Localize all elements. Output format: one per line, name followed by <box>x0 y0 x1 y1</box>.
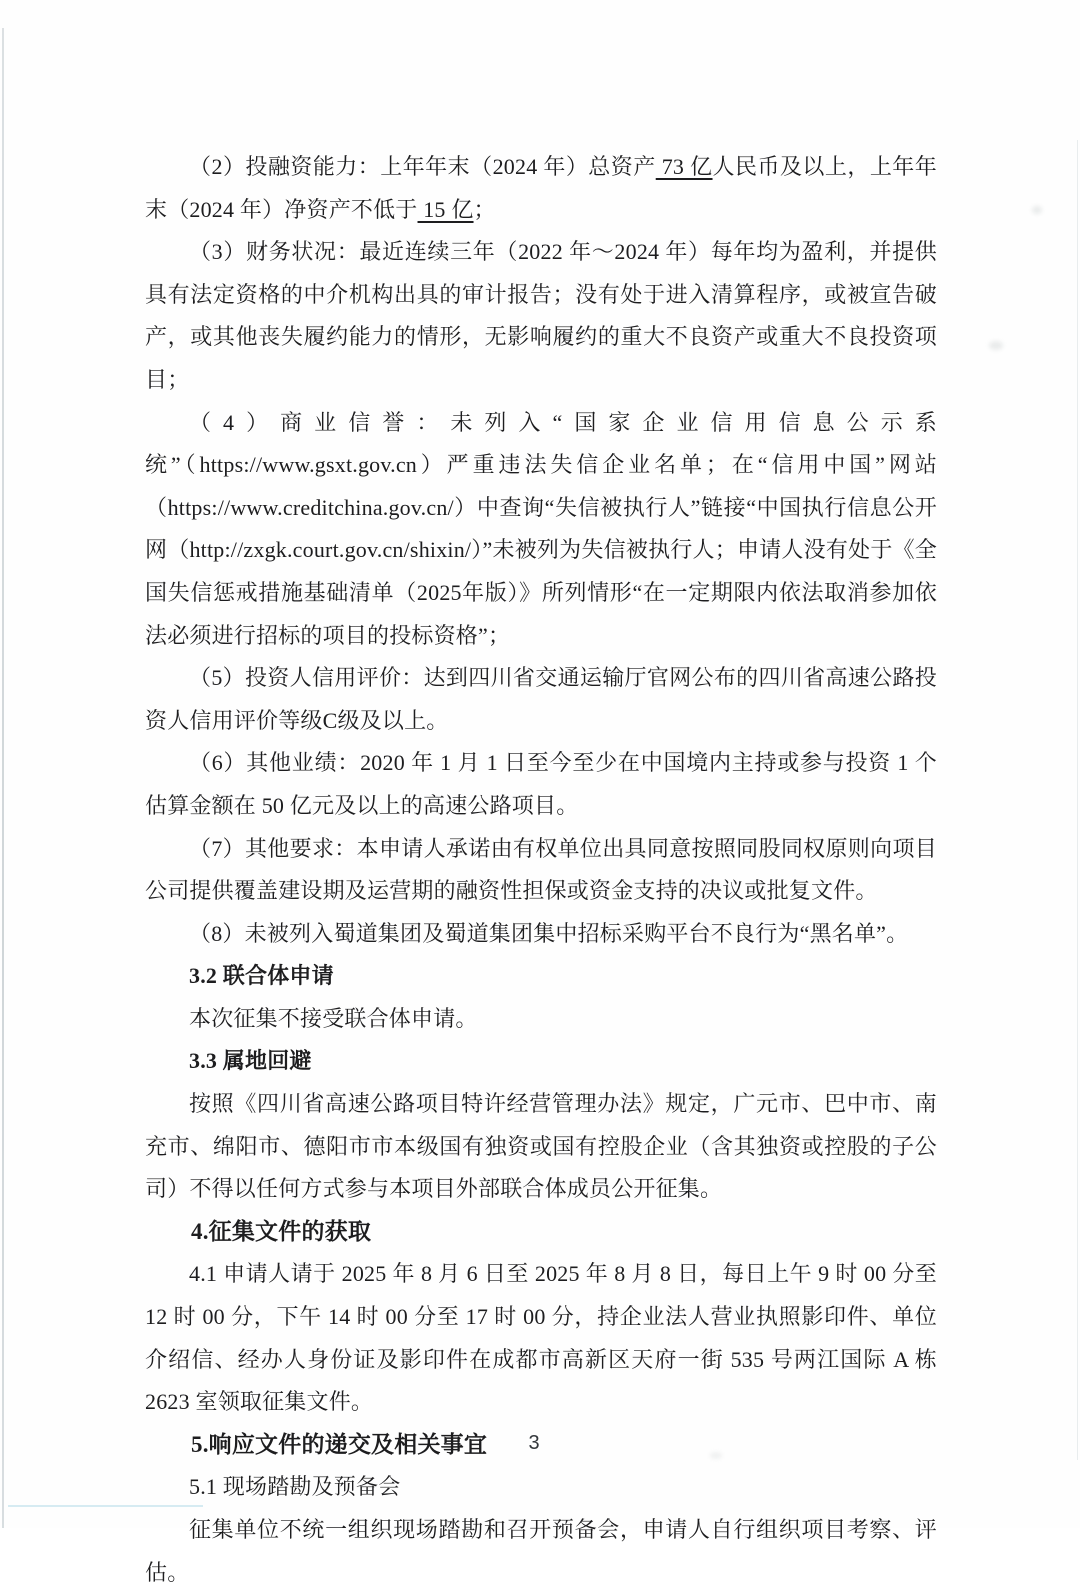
text-run: 3.3 属地回避 <box>189 1048 312 1074</box>
text-run: 按照《四川省高速公路项目特许经营管理办法》规定，广元市、巴中市、南充市、绵阳市、德阳市市本级国有独资或国有控股企业（含其独资或控股的子公司）不得以任何方式参与本项目外部联合体成员公开征集。 <box>145 1091 937 1202</box>
paragraph <box>145 402 937 658</box>
paragraph <box>145 1509 937 1594</box>
text-run: （6）其他业绩：2020 年 1 月 1 日至今至少在中国境内主持或参与投资 1 个估算金额在 50 亿元及以上的高速公路项目。 <box>145 750 937 818</box>
section-heading <box>145 1211 937 1254</box>
paragraph <box>145 146 937 231</box>
scan-artifact-right-edge <box>1077 140 1078 1460</box>
paragraph <box>145 742 937 827</box>
text-run: （5）投资人信用评价：达到四川省交通运输厅官网公布的四川省高速公路投资人信用评价等级C级及以上。 <box>145 665 937 733</box>
section-heading <box>145 955 937 998</box>
text-run: ； <box>473 196 496 222</box>
paragraph <box>145 657 937 742</box>
section-heading <box>145 1040 937 1083</box>
text-run: 征集单位不统一组织现场踏勘和召开预备会，申请人自行组织项目考察、评估。 <box>145 1517 937 1585</box>
text-run: （7）其他要求：本申请人承诺由有权单位出具同意按照同股同权原则向项目公司提供覆盖建设期及运营期的融资性担保或资金支持的决议或批复文件。 <box>145 835 937 904</box>
text-run: 人民币及以上，上年年末（2024 年）净资产不低于 <box>145 154 937 222</box>
text-run: （4）商业信誉：未列入“国家企业信用信息公示系统”（https://www.gsxt.gov.cn）严重违法失信企业名单；在“信用中国”网站（https://www.creditchina.gov.cn/）中查询“失信被执行人”链接“中国执行信息公开网（http://zxgk.court.gov.cn/shixin/）”未被列为失信被执行人；申请人没有处于《全国失信惩戒措施基础清单（2025年版）》所列情形“在一定期限内依法取消参加依法必须进行招标的项目的投标资格”； <box>145 409 937 648</box>
paragraph <box>145 913 937 956</box>
page-number: 3 <box>528 1432 540 1454</box>
document-content <box>145 146 937 1594</box>
text-run: （8）未被列入蜀道集团及蜀道集团集中招标采购平台不良行为“黑名单”。 <box>189 920 909 946</box>
text-run: 5.1 现场踏勘及预备会 <box>189 1474 401 1500</box>
paragraph <box>145 1253 937 1423</box>
text-run: （2）投融资能力：上年年末（2024 年）总资产 <box>189 154 656 179</box>
paragraph <box>145 998 937 1041</box>
scan-smudge <box>1032 206 1042 214</box>
text-run: 5.响应文件的递交及相关事宜 <box>191 1431 488 1457</box>
text-run: （3）财务状况：最近连续三年（2022 年～2024 年）每年均为盈利，并提供具有法定资格的中介机构出具的审计报告；没有处于进入清算程序，或被宣告破产，或其他丧失履约能力的情形，无影响履约的重大不良资产或重大不良投资项目； <box>145 239 937 392</box>
paragraph <box>145 1466 937 1509</box>
text-run: 4.征集文件的获取 <box>191 1218 372 1244</box>
text-run: 4.1 申请人请于 2025 年 8 月 6 日至 2025 年 8 月 8 日，每日上午 9 时 00 分至 12 时 00 分，下午 14 时 00 分至 17 时 00 分，持企业法人营业执照影印件、单位介绍信、经办人身份证及影印件在成都市高新区天府一街 535 号两江国际 A 栋 2623 室领取征集文件。 <box>145 1261 937 1415</box>
scan-artifact-left-edge <box>2 28 4 1528</box>
paragraph <box>145 828 937 913</box>
paragraph <box>145 231 937 401</box>
scan-smudge <box>989 341 1003 350</box>
text-run: 3.2 联合体申请 <box>189 963 334 989</box>
underlined-value: 73 亿 <box>655 154 713 179</box>
text-run: 本次征集不接受联合体申请。 <box>189 1005 478 1031</box>
paragraph <box>145 1083 937 1211</box>
underlined-value: 15 亿 <box>417 196 474 222</box>
